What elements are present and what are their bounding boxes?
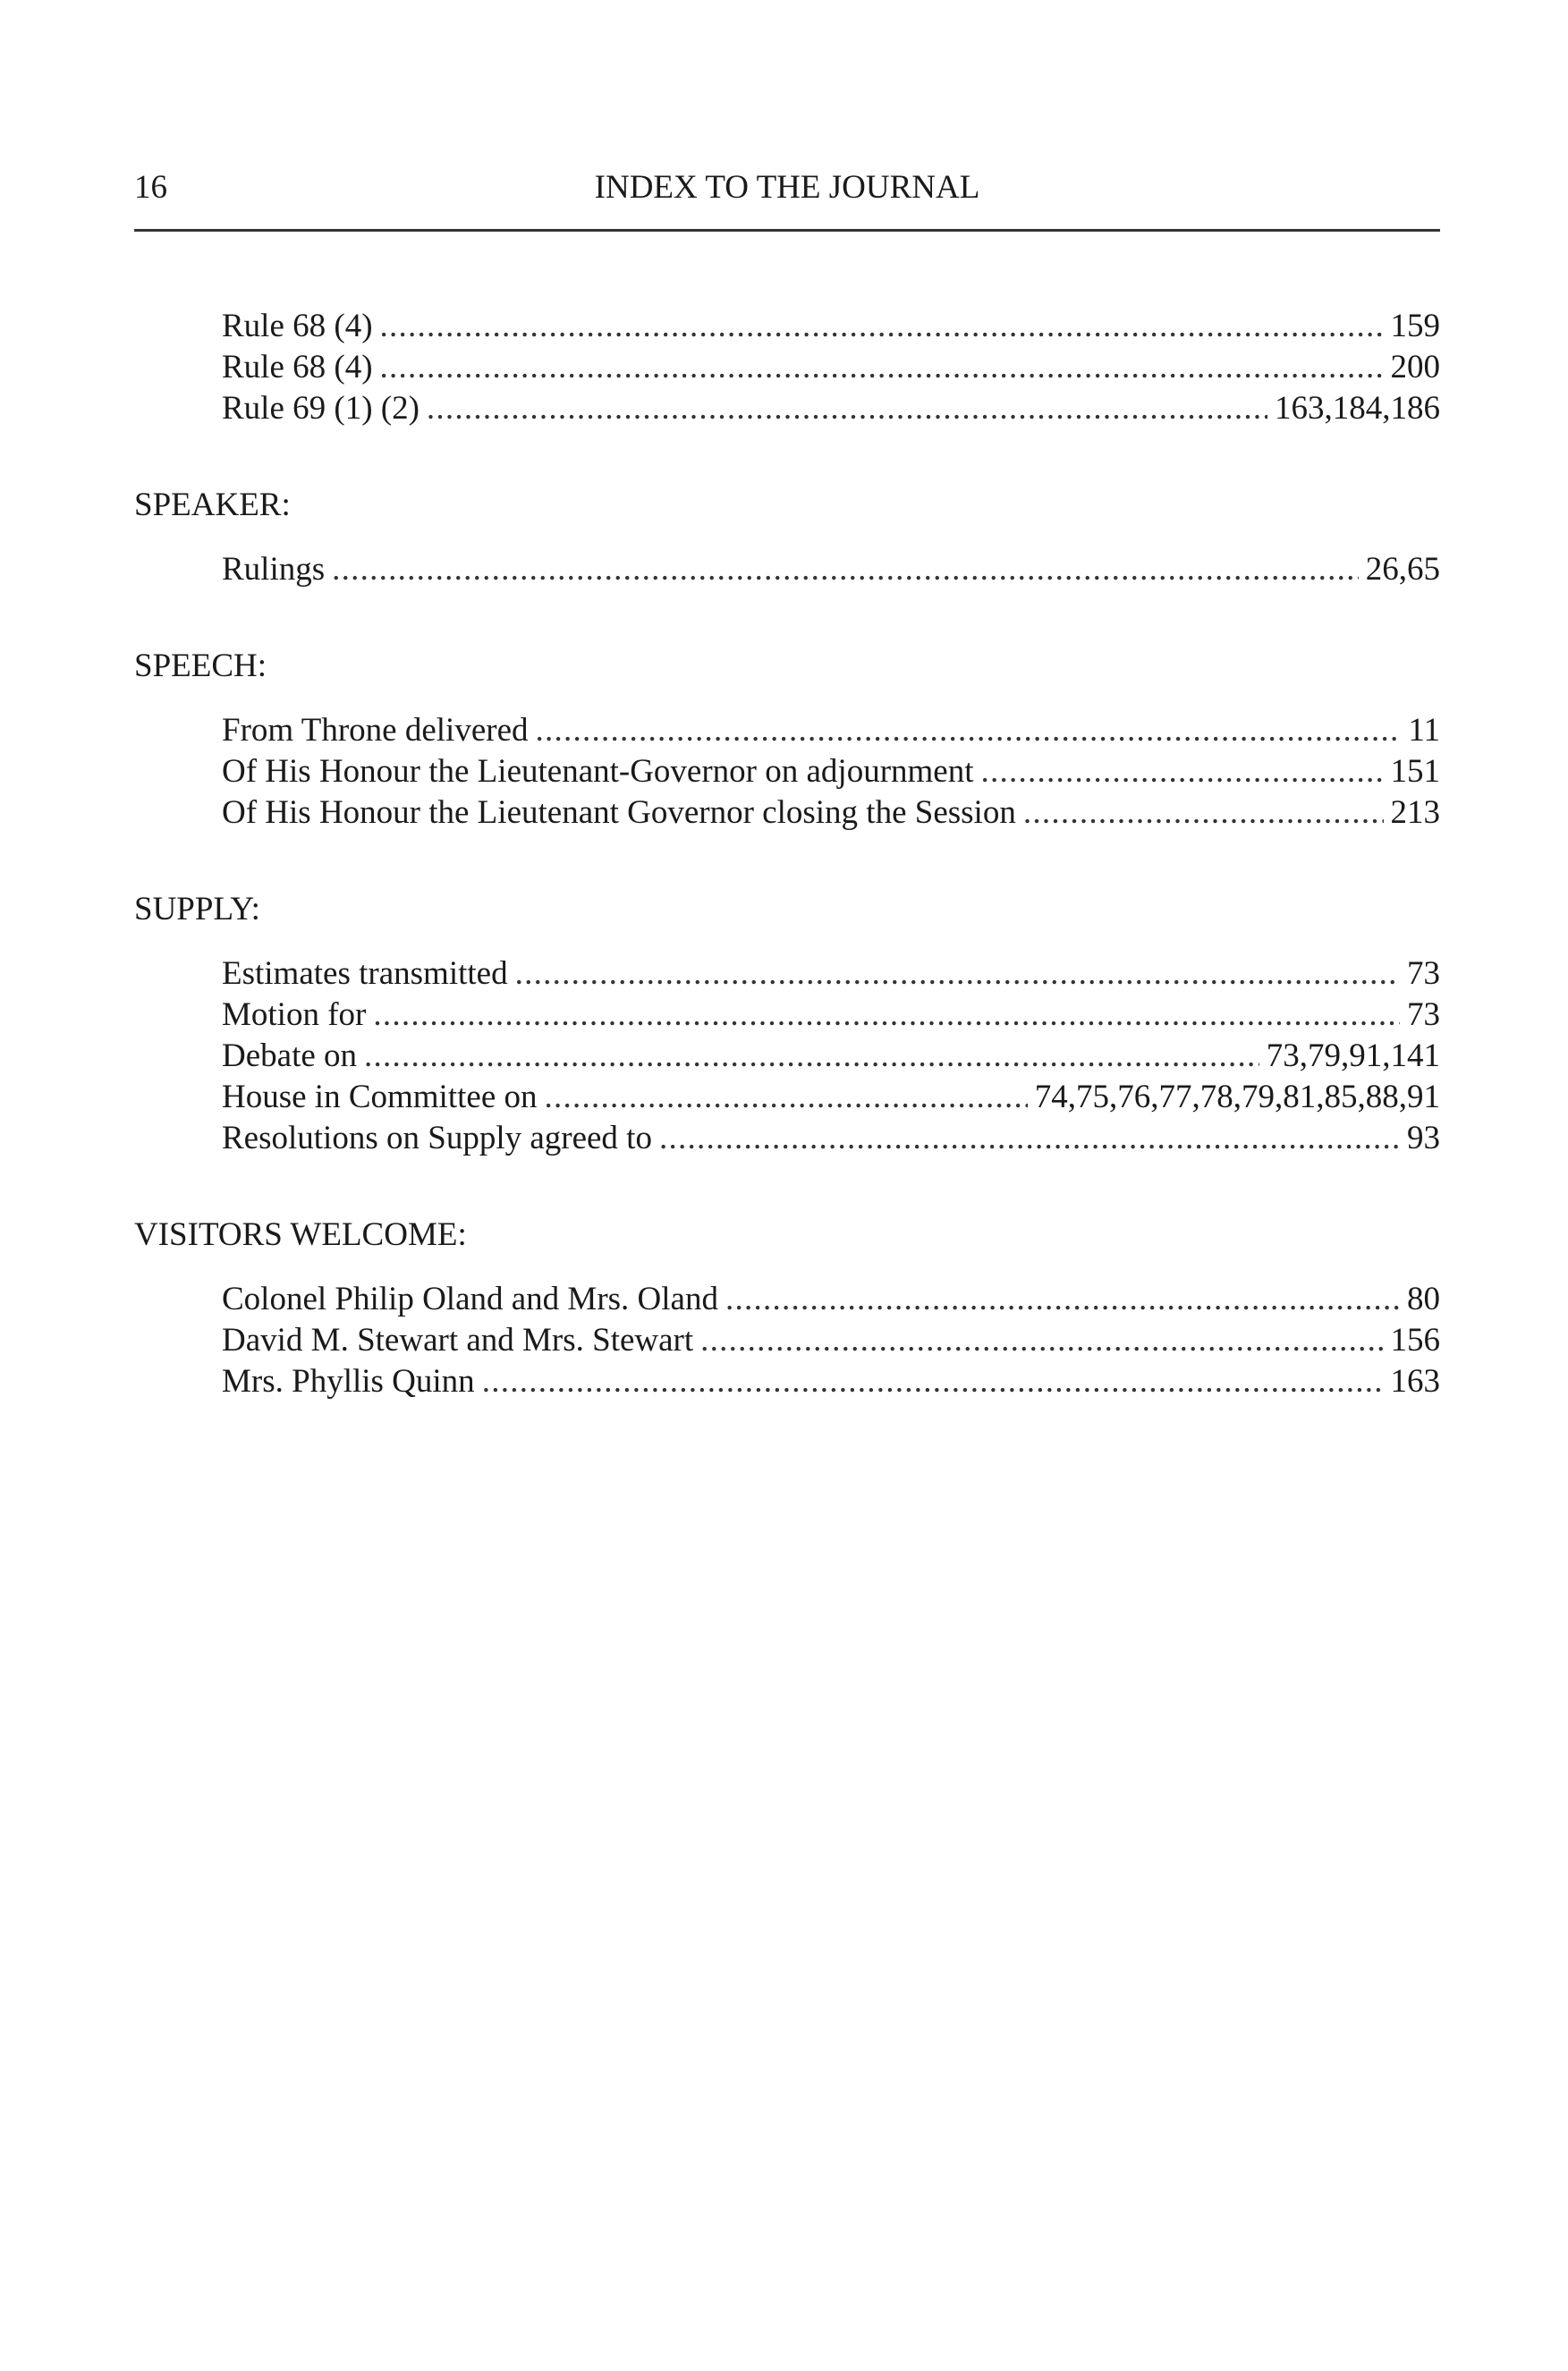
index-group-continued [134,306,1440,429]
dot-leader [380,306,1384,347]
index-content [134,306,1440,1402]
index-group-speaker [134,485,1440,590]
index-entries [134,306,1440,429]
dot-leader [981,751,1384,792]
index-entries [134,953,1440,1159]
index-entry [222,792,1440,834]
entry-label: Resolutions on Supply agreed to [222,1120,652,1156]
index-entry [222,1118,1440,1159]
index-entry [222,953,1440,995]
section-heading: SUPPLY: [134,891,260,927]
entry-pages: 26,65 [1365,551,1440,588]
section-heading: VISITORS WELCOME: [134,1216,467,1253]
dot-leader [515,953,1400,995]
header-rule [134,229,1440,232]
index-entry [222,751,1440,792]
index-entry [222,388,1440,429]
running-head [134,165,1440,210]
dot-leader [545,1077,1028,1118]
index-entry [222,549,1440,590]
index-entry [222,1077,1440,1118]
dot-leader [1023,792,1384,834]
entry-pages: 11 [1408,712,1440,749]
entry-label: David M. Stewart and Mrs. Stewart [222,1322,694,1359]
index-entries [134,1279,1440,1402]
index-entry [222,995,1440,1036]
dot-leader [700,1320,1383,1361]
dot-leader [725,1279,1400,1320]
entry-pages: 73,79,91,141 [1266,1037,1440,1074]
running-title: INDEX TO THE JOURNAL [594,169,980,206]
dot-leader [373,995,1400,1036]
entry-pages: 200 [1390,349,1440,385]
section-heading: SPEECH: [134,648,267,684]
entry-pages: 80 [1407,1281,1440,1317]
section-heading: SPEAKER: [134,487,291,523]
entry-pages: 151 [1390,753,1440,790]
index-entries [134,549,1440,590]
index-entry [222,1036,1440,1077]
dot-leader [659,1118,1400,1159]
page-number: 16 [134,169,167,206]
index-group-visitors [134,1215,1440,1402]
entry-pages: 159 [1390,308,1440,344]
entry-pages: 163 [1390,1363,1440,1400]
index-entry [222,1361,1440,1402]
index-entry [222,306,1440,347]
index-group-speech [134,646,1440,834]
entry-pages: 73 [1407,996,1440,1033]
entry-label: From Throne delivered [222,712,529,749]
entry-pages: 163,184,186 [1275,390,1440,427]
entry-label: Rule 68 (4) [222,349,373,385]
index-entry [222,1320,1440,1361]
index-entry [222,1279,1440,1320]
entry-label: Of His Honour the Lieutenant Governor closing the Session [222,794,1016,831]
entry-pages: 93 [1407,1120,1440,1156]
entry-label: Colonel Philip Oland and Mrs. Oland [222,1281,718,1317]
entry-pages: 74,75,76,77,78,79,81,85,88,91 [1034,1079,1440,1115]
index-entry [222,710,1440,751]
entry-label: Rule 68 (4) [222,308,373,344]
index-entries [134,710,1440,834]
entry-label: Rule 69 (1) (2) [222,390,420,427]
entry-pages: 213 [1390,794,1440,831]
entry-label: Debate on [222,1037,358,1074]
dot-leader [482,1361,1384,1402]
entry-pages: 73 [1407,955,1440,992]
dot-leader [427,388,1267,429]
dot-leader [380,347,1384,388]
entry-label: Mrs. Phyllis Quinn [222,1363,475,1400]
entry-label: House in Committee on [222,1079,538,1115]
dot-leader [332,549,1359,590]
index-group-supply [134,889,1440,1159]
entry-pages: 156 [1390,1322,1440,1359]
entry-label: Of His Honour the Lieutenant-Governor on adjournment [222,753,974,790]
entry-label: Rulings [222,551,326,588]
entry-label: Estimates transmitted [222,955,508,992]
dot-leader [364,1036,1259,1077]
entry-label: Motion for [222,996,367,1033]
index-entry [222,347,1440,388]
dot-leader [536,710,1402,751]
